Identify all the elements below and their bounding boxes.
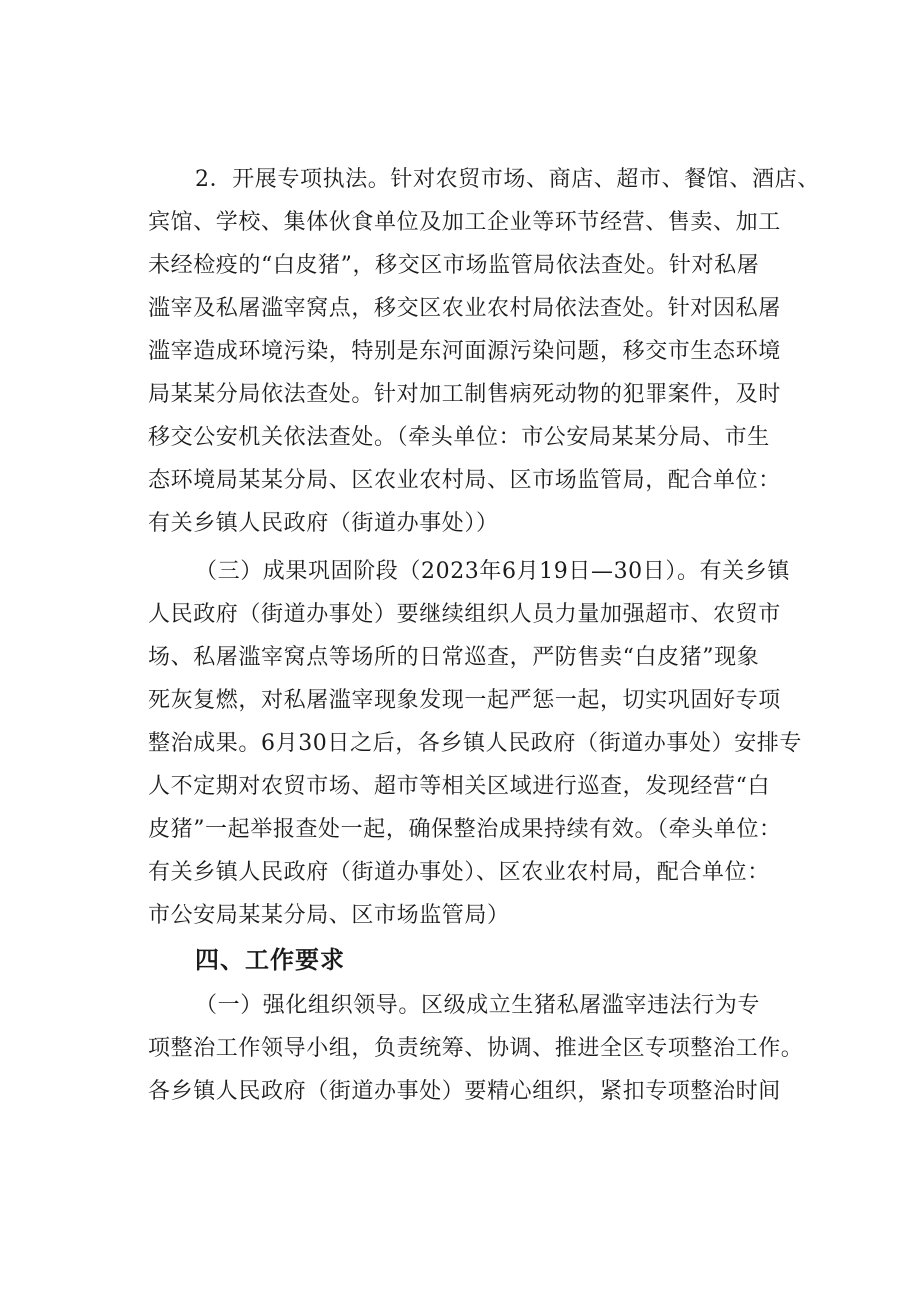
paragraph-line: 2．开展专项执法。针对农贸市场、商店、超市、餐馆、酒店、: [195, 167, 820, 192]
paragraph-line: 人民政府（街道办事处）要继续组织人员力量加强超市、农贸市: [148, 602, 781, 627]
paragraph-line: 人不定期对农贸市场、超市等相关区域进行巡查，发现经营“白: [148, 774, 771, 799]
paragraph-line: 宾馆、学校、集体伙食单位及加工企业等环节经营、售卖、加工: [148, 210, 781, 235]
paragraph-line: 移交公安机关依法查处。（牵头单位：市公安局某某分局、市生: [148, 425, 770, 450]
paragraph-line: 滥宰及私屠滥宰窝点，移交区农业农村局依法查处。针对因私屠: [148, 296, 781, 321]
paragraph-line: 未经检疫的“白皮猪”，移交区市场监管局依法查处。针对私屠: [148, 253, 760, 278]
paragraph-line: 市公安局某某分局、区市场监管局）: [148, 903, 510, 928]
paragraph-line: 局某某分局依法查处。针对加工制售病死动物的犯罪案件，及时: [148, 382, 781, 407]
paragraph-line: 有关乡镇人民政府（街道办事处）、区农业农村局，配合单位：: [148, 860, 770, 885]
paragraph-line: （一）强化组织领导。区级成立生猪私屠滥宰违法行为专: [195, 993, 761, 1018]
section-heading: 四、工作要求: [195, 946, 345, 974]
paragraph-line: 态环境局某某分局、区农业农村局、区市场监管局，配合单位：: [148, 468, 781, 493]
paragraph-line: 整治成果。6月30日之后，各乡镇人民政府（街道办事处）安排专: [148, 731, 802, 756]
paragraph-line: 死灰复燃，对私屠滥宰现象发现一起严惩一起，切实巩固好专项: [148, 688, 781, 713]
paragraph-line: （三）成果巩固阶段（2023年6月19日—30日）。有关乡镇: [195, 559, 790, 584]
paragraph-line: 滥宰造成环境污染，特别是东河面源污染问题，移交市生态环境: [148, 339, 781, 364]
paragraph-line: 项整治工作领导小组，负责统筹、协调、推进全区专项整治工作。: [148, 1036, 804, 1061]
paragraph-line: 场、私屠滥宰窝点等场所的日常巡查，严防售卖“白皮猪”现象: [148, 645, 760, 670]
paragraph-line: 各乡镇人民政府（街道办事处）要精心组织，紧扣专项整治时间: [148, 1079, 781, 1104]
paragraph-line: 皮猪”一起举报查处一起，确保整治成果持续有效。（牵头单位：: [148, 817, 782, 842]
paragraph-line: 有关乡镇人民政府（街道办事处））: [148, 511, 499, 536]
